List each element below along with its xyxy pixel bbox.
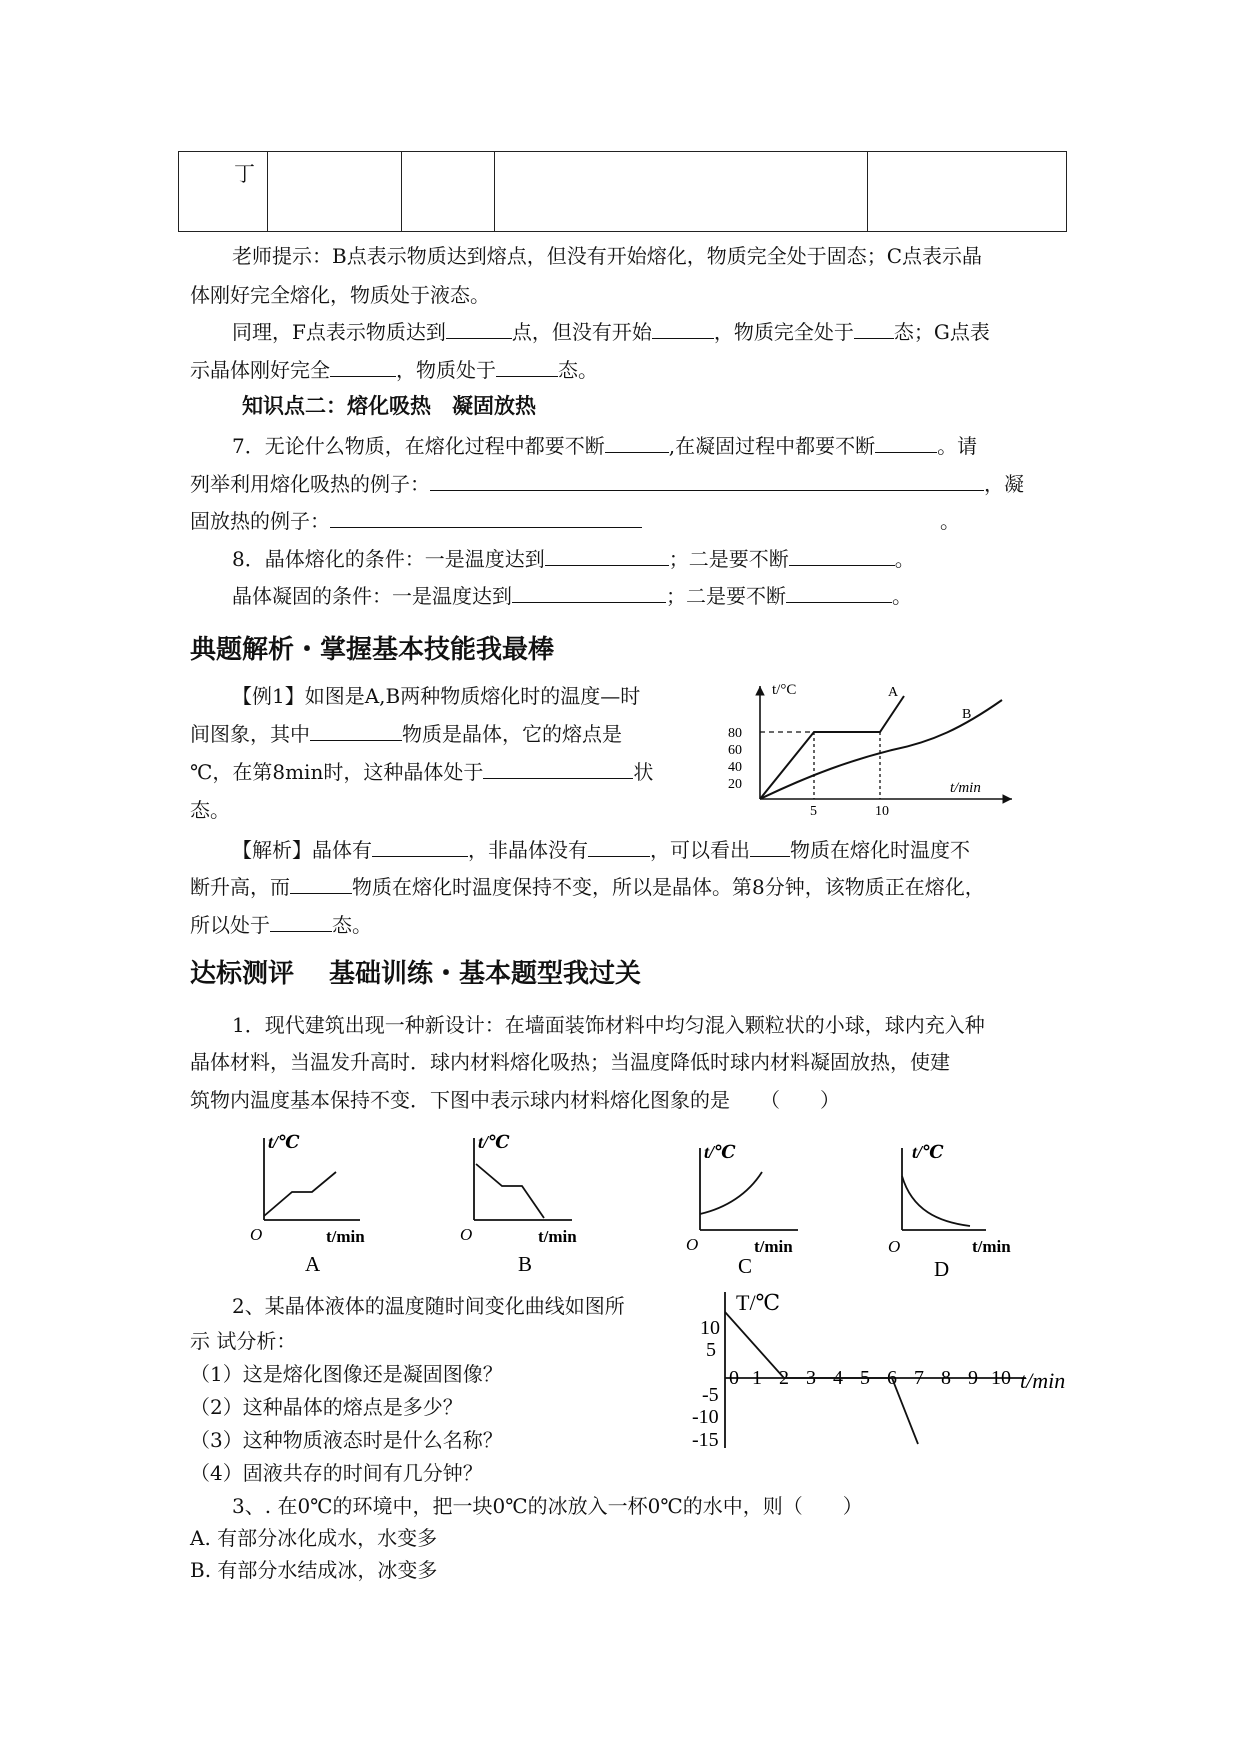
y-tick-40: 40	[728, 760, 742, 775]
text: 物质在熔化时温度保持不变，所以是晶体。第8分钟，该物质正在熔化，	[352, 875, 985, 899]
blank[interactable]	[875, 434, 937, 453]
q8-line1	[232, 543, 915, 572]
q1-line2: 晶体材料，当温发升高时．球内材料熔化吸热；当温度降低时球内材料凝固放热，使建	[190, 1050, 950, 1074]
q2-item-2: （2）这种晶体的熔点是多少？	[190, 1395, 463, 1419]
example-line3	[190, 756, 653, 785]
text: 间图象，其中	[190, 722, 310, 746]
text: 态。	[558, 358, 598, 382]
x-axis-label: t/min	[754, 1237, 793, 1256]
blank[interactable]	[330, 358, 396, 377]
q2-line1: 2、某晶体液体的温度随时间变化曲线如图所	[232, 1294, 625, 1318]
series-b-label: B	[962, 707, 972, 722]
q3-option-b: B. 有部分水结成冰，冰变多	[190, 1558, 438, 1582]
section-title-2: 达标测评 基础训练・基本题型我过关	[190, 959, 642, 989]
x-tick-6: 6	[887, 1367, 897, 1389]
text: 。请	[937, 434, 978, 458]
origin-label: O	[460, 1225, 473, 1244]
x-axis-label: t/min	[538, 1227, 577, 1246]
table-cell	[268, 152, 402, 232]
x-tick-9: 9	[968, 1367, 978, 1389]
y-axis-label: T/℃	[736, 1290, 781, 1315]
x-tick-2: 2	[779, 1367, 789, 1389]
text: 态。	[332, 913, 372, 937]
tip-line2: 体刚好完全熔化，物质处于液态。	[190, 283, 490, 307]
text: 列举利用熔化吸热的例子：	[190, 472, 430, 496]
blank[interactable]	[789, 547, 895, 566]
origin-label: O	[686, 1235, 699, 1254]
analysis-line1	[232, 834, 970, 863]
table-row	[179, 152, 1067, 232]
text: 点，但没有开始	[511, 320, 652, 344]
option-label: A	[305, 1252, 321, 1276]
y-axis-label: t/℃	[268, 1132, 300, 1152]
option-label: D	[934, 1257, 950, 1281]
origin-label: O	[888, 1237, 901, 1256]
x-tick-3: 3	[806, 1367, 816, 1389]
option-graph-c[interactable]	[686, 1138, 856, 1288]
blank[interactable]	[446, 320, 512, 339]
blank[interactable]	[330, 509, 642, 528]
q8-line2	[232, 580, 912, 609]
curve	[476, 1164, 544, 1218]
text: ，非晶体没有	[468, 838, 588, 862]
blank[interactable]	[496, 358, 558, 377]
text: 断升高，而	[190, 875, 290, 899]
text: ，物质完全处于	[713, 320, 854, 344]
y-tick-neg10: -10	[692, 1406, 719, 1428]
record-table	[178, 151, 1067, 232]
option-graph-d[interactable]	[888, 1140, 1058, 1290]
table-cell	[495, 152, 868, 232]
tip-line3	[232, 316, 990, 345]
example-line4: 态。	[190, 798, 230, 822]
q2-item-4: （4）固液共存的时间有几分钟？	[190, 1461, 483, 1485]
option-label: B	[518, 1252, 533, 1276]
blank[interactable]	[652, 320, 714, 339]
x-axis-label: t/min	[1020, 1368, 1066, 1393]
q7-line2	[190, 468, 1024, 497]
series-a-label: A	[888, 685, 899, 700]
x-tick-10: 10	[875, 804, 889, 819]
curve	[264, 1172, 336, 1216]
text: ，凝	[984, 472, 1024, 496]
q2-item-1: （1）这是熔化图像还是凝固图像？	[190, 1362, 503, 1386]
y-tick-60: 60	[728, 743, 742, 758]
q3-option-a: A. 有部分冰化成水，水变多	[190, 1526, 438, 1550]
text: 。	[892, 584, 912, 608]
text: ，可以看出	[650, 838, 750, 862]
y-tick-5: 5	[706, 1339, 716, 1361]
q2-line2: 示 试分析：	[190, 1329, 297, 1353]
text: ；二是要不断	[668, 547, 789, 571]
text: 固放热的例子：	[190, 509, 330, 533]
x-tick-4: 4	[833, 1367, 843, 1389]
x-tick-5: 5	[810, 804, 817, 819]
text: ，物质处于	[396, 358, 496, 382]
curve	[700, 1172, 762, 1214]
text: ℃，在第8min时，这种晶体处于	[190, 760, 484, 784]
origin-label: O	[250, 1225, 263, 1244]
q7-period: 。	[940, 509, 960, 533]
tip-line1: 老师提示：B点表示物质达到熔点，但没有开始熔化，物质完全处于固态；C点表示晶	[232, 244, 982, 268]
blank[interactable]	[270, 913, 332, 932]
y-axis-label: t/℃	[912, 1142, 944, 1162]
blank[interactable]	[786, 584, 892, 603]
y-tick-neg5: -5	[702, 1384, 719, 1406]
q2-item-3: （3）这种物质液态时是什么名称？	[190, 1428, 503, 1452]
option-graph-a[interactable]	[250, 1128, 420, 1278]
blank[interactable]	[290, 875, 352, 894]
option-graph-b[interactable]	[460, 1128, 630, 1278]
text: 所以处于	[190, 913, 270, 937]
x-tick-8: 8	[941, 1367, 951, 1389]
table-cell	[868, 152, 1067, 232]
text: 物质是晶体，它的熔点是	[402, 722, 622, 746]
y-tick-neg15: -15	[692, 1429, 719, 1451]
blank[interactable]	[854, 320, 894, 339]
x-tick-0: 0	[729, 1367, 739, 1389]
text: 示晶体刚好完全	[190, 358, 330, 382]
q2-chart	[680, 1282, 1080, 1452]
series-a-line	[760, 696, 904, 799]
analysis-line3	[190, 909, 372, 938]
x-tick-7: 7	[914, 1367, 924, 1389]
text: 晶体凝固的条件：一是温度达到	[232, 584, 512, 608]
x-axis-label: t/min	[326, 1227, 365, 1246]
text: 7．无论什么物质，在熔化过程中都要不断	[232, 434, 605, 458]
y-tick-20: 20	[728, 777, 742, 792]
y-tick-80: 80	[728, 726, 742, 741]
text: ；二是要不断	[666, 584, 786, 608]
y-axis-label: t/℃	[704, 1142, 736, 1162]
x-tick-10: 10	[991, 1367, 1011, 1389]
q3-line: 3、. 在0℃的环境中，把一块0℃的冰放入一杯0℃的水中，则（ ）	[232, 1494, 863, 1518]
text: 状	[633, 760, 654, 784]
example-chart	[722, 674, 1022, 824]
q1-line1: 1．现代建筑出现一种新设计：在墙面装饰材料中均匀混入颗粒状的小球，球内充入种	[232, 1013, 985, 1037]
option-label: C	[738, 1254, 753, 1278]
q1-line3: 筑物内温度基本保持不变．下图中表示球内材料熔化图象的是 （ ）	[190, 1088, 840, 1112]
blank[interactable]	[545, 547, 669, 566]
tip-line4	[190, 354, 598, 383]
example-line1: 【例1】如图是A,B两种物质熔化时的温度—时	[232, 684, 641, 708]
q7-line1	[232, 430, 977, 459]
row-label: 丁	[234, 162, 255, 186]
text: 。	[894, 547, 915, 571]
text: 【解析】晶体有	[232, 838, 372, 862]
analysis-line2	[190, 871, 985, 900]
y-tick-10: 10	[700, 1317, 720, 1339]
blank[interactable]	[310, 722, 402, 741]
example-line2	[190, 718, 622, 747]
text: ,在凝固过程中都要不断	[668, 434, 876, 458]
y-axis-label: t/℃	[478, 1132, 510, 1152]
blank[interactable]	[512, 584, 666, 603]
table-cell-label	[179, 152, 268, 232]
q7-line3	[190, 505, 642, 534]
blank[interactable]	[430, 472, 984, 491]
text: 物质在熔化时温度不	[790, 838, 970, 862]
x-tick-1: 1	[752, 1367, 762, 1389]
curve	[902, 1176, 970, 1226]
table-cell	[402, 152, 495, 232]
x-axis-label: t/min	[972, 1237, 1011, 1256]
blank[interactable]	[372, 838, 468, 857]
blank[interactable]	[750, 838, 790, 857]
kp2-title: 知识点二：熔化吸热 凝固放热	[242, 394, 536, 418]
text: 同理，F点表示物质达到	[232, 320, 446, 344]
blank[interactable]	[483, 760, 633, 779]
x-tick-5: 5	[860, 1367, 870, 1389]
section-title-1: 典题解析・掌握基本技能我最棒	[190, 635, 555, 665]
text: 态；G点表	[893, 320, 990, 344]
x-axis-label: t/min	[950, 780, 981, 796]
y-axis-label: t/°C	[772, 682, 797, 698]
blank[interactable]	[605, 434, 669, 453]
text: 8．晶体熔化的条件：一是温度达到	[232, 547, 545, 571]
blank[interactable]	[588, 838, 650, 857]
